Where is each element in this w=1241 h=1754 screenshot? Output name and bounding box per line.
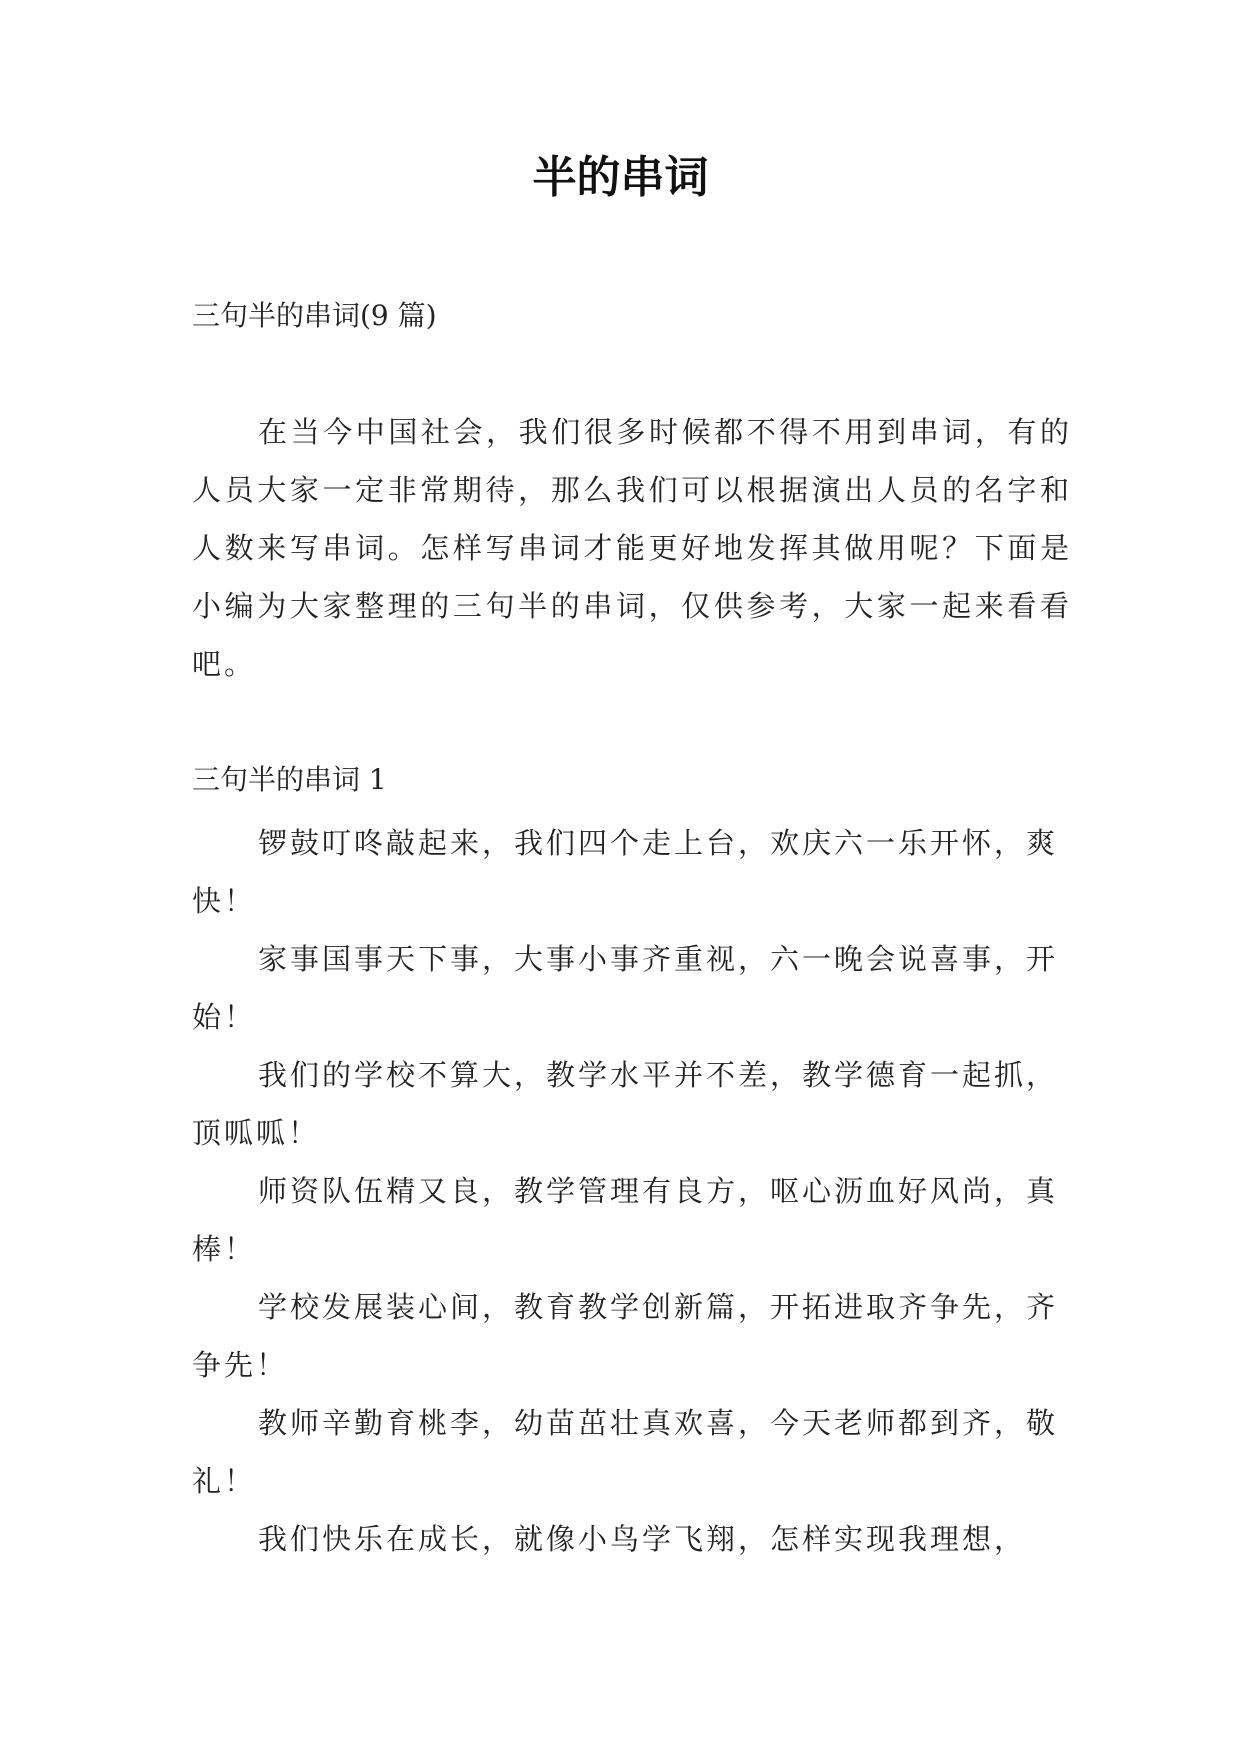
verse-line: 家事国事天下事，大事小事齐重视，六一晚会说喜事，开始！ [192,942,1059,1034]
verse-line: 我们快乐在成长，就像小鸟学飞翔，怎样实现我理想， [258,1522,1027,1556]
section-heading: 三句半的串词 1 [192,763,387,796]
verse-line: 我们的学校不算大，教学水平并不差，教学德育一起抓，顶呱呱！ [192,1058,1059,1150]
document-title: 半的串词 [532,152,709,203]
verse-line: 学校发展装心间，教育教学创新篇，开拓进取齐争先，齐争先！ [192,1290,1059,1382]
verse-line: 师资队伍精又良，教学管理有良方，呕心沥血好风尚，真棒！ [192,1174,1059,1266]
intro-paragraph: 在当今中国社会，我们很多时候都不得不用到串词，有的人员大家一定非常期待，那么我们可以根据演出人员的名字和人数来写串词。怎样写串词才能更好地发挥其做用呢？下面是小编为大家整理的三句半的串词，仅供参考，大家一起来看看吧。 [192,415,1072,681]
verse-line: 锣鼓叮咚敲起来，我们四个走上台，欢庆六一乐开怀，爽快！ [192,826,1059,918]
document-subtitle: 三句半的串词(9 篇) [192,299,437,332]
verse-list [192,814,1072,1568]
verse-line: 教师辛勤育桃李，幼苗茁壮真欢喜，今天老师都到齐，敬礼！ [192,1406,1059,1498]
